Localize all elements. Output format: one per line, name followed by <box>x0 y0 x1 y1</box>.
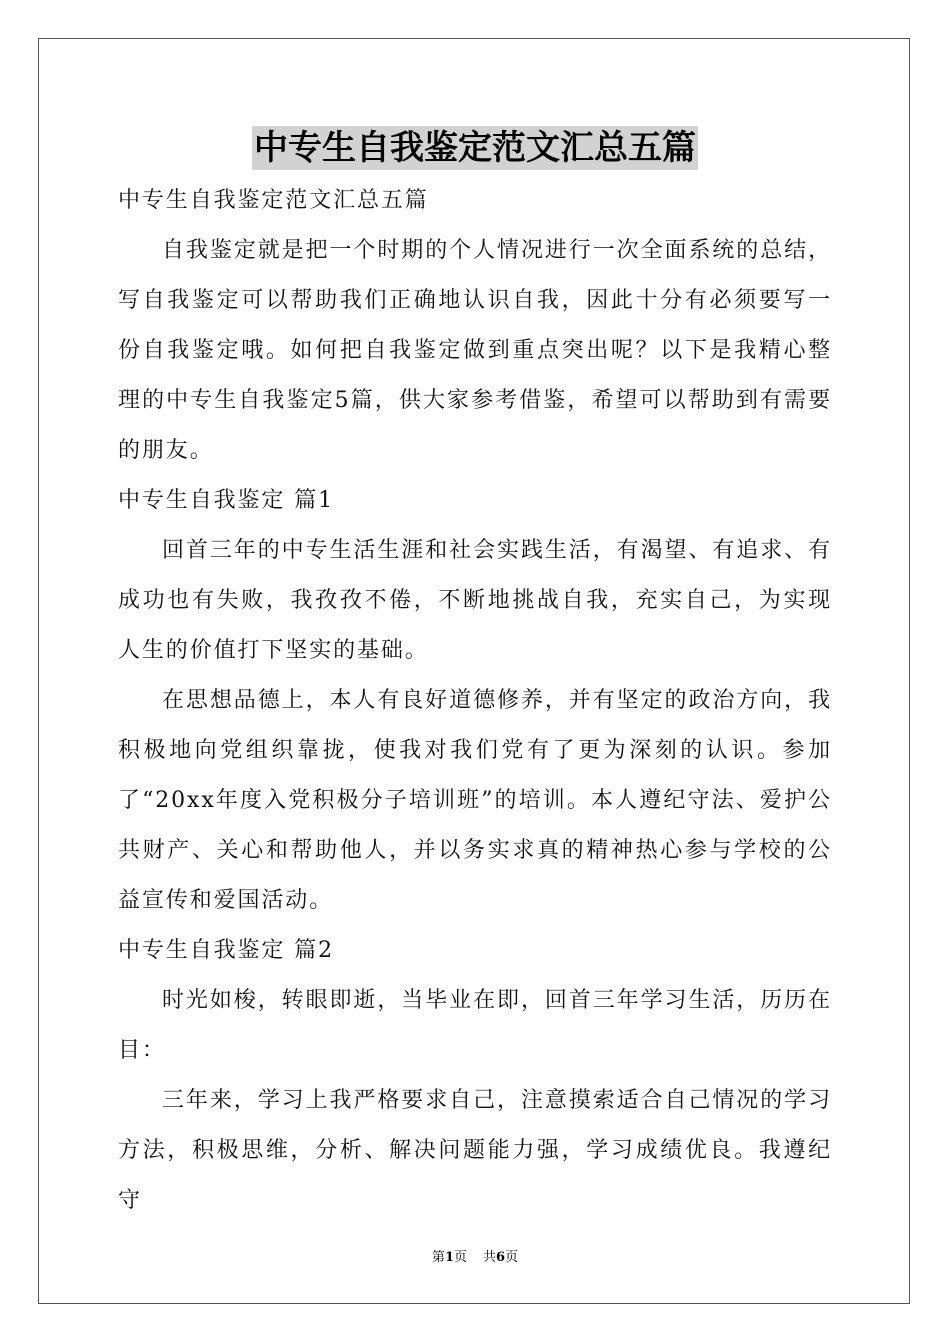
current-page-number: 1 <box>444 1250 454 1265</box>
body-paragraph: 三年来，学习上我严格要求自己，注意摸索适合自己情况的学习方法，积极思维，分析、解决问题能力强，学习成绩优良。我遵纪守 <box>118 1088 832 1213</box>
title-container <box>0 126 950 170</box>
page-footer <box>0 1246 950 1265</box>
body-paragraph: 在思想品德上，本人有良好道德修养，并有坚定的政治方向，我积极地向党组织靠拢，使我对我们党有了更为深刻的认识。参加了“20xx年度入党积极分子培训班”的培训。本人遵纪守法、爱护公共财产、关心和帮助他人，并以务实求真的精神热心参与学校的公益宣传和爱国活动。 <box>118 688 832 913</box>
body-paragraph: 时光如梭，转眼即逝，当毕业在即，回首三年学习生活，历历在目： <box>118 988 832 1063</box>
total-page-number: 6 <box>496 1250 506 1265</box>
page-unit: 页 <box>453 1250 467 1265</box>
section-heading: 中专生自我鉴定范文汇总五篇 <box>118 188 429 213</box>
section-heading: 中专生自我鉴定 篇2 <box>118 938 334 963</box>
total-prefix: 共 <box>483 1250 497 1265</box>
body-paragraph: 回首三年的中专生活生涯和社会实践生活，有渴望、有追求、有成功也有失败，我孜孜不倦，不断地挑战自我，充实自己，为实现人生的价值打下坚实的基础。 <box>118 538 832 663</box>
section-heading: 中专生自我鉴定 篇1 <box>118 488 334 513</box>
page-prefix: 第 <box>431 1250 445 1265</box>
document-title: 中专生自我鉴定范文汇总五篇 <box>254 128 696 168</box>
body-paragraph: 自我鉴定就是把一个时期的个人情况进行一次全面系统的总结，写自我鉴定可以帮助我们正确地认识自我，因此十分有必须要写一份自我鉴定哦。如何把自我鉴定做到重点突出呢？以下是我精心整理的中专生自我鉴定5篇，供大家参考借鉴，希望可以帮助到有需要的朋友。 <box>118 238 832 463</box>
document-body <box>118 176 832 1226</box>
total-unit: 页 <box>505 1250 519 1265</box>
